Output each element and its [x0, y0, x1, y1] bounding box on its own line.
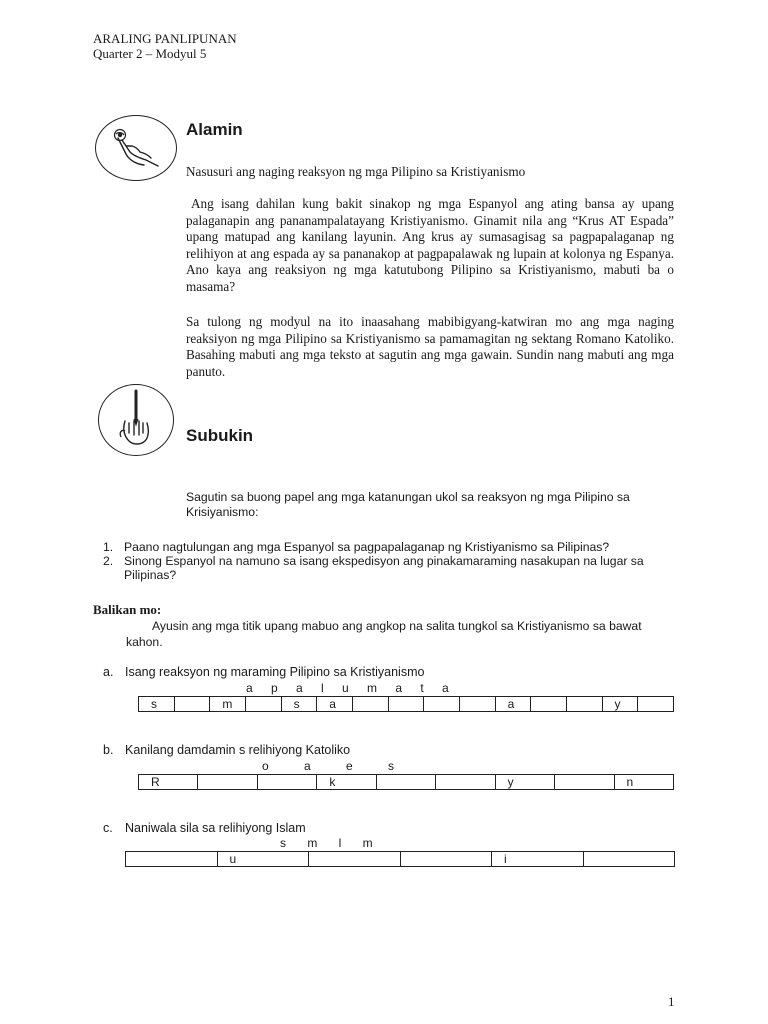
item-b-jumbled-letters: o a e s: [262, 759, 411, 773]
answer-cell[interactable]: s: [281, 697, 317, 712]
answer-grid-c: [125, 851, 675, 867]
alamin-objective: Nasusuri ang naging reaksyon ng mga Pilipino sa Kristiyanismo: [186, 164, 526, 179]
answer-cell[interactable]: y: [495, 775, 554, 790]
question-number: 2.: [103, 554, 114, 568]
answer-cell[interactable]: [257, 775, 316, 790]
answer-cell[interactable]: [376, 775, 435, 790]
hand-pointing-icon: [95, 115, 177, 181]
section-title-alamin: Alamin: [186, 120, 243, 139]
answer-cell[interactable]: [245, 697, 281, 712]
answer-grid-b: [138, 774, 674, 790]
item-b-letter: b.: [103, 743, 114, 757]
subukin-instruction: Sagutin sa buong papel ang mga katanungan ukol sa reaksyon ng mga Pilipino sa Krisiyanismo:: [186, 490, 630, 519]
answer-grid-a: [138, 696, 674, 712]
answer-cell[interactable]: [198, 775, 257, 790]
balikan-title: Balikan mo:: [93, 602, 162, 617]
answer-cell[interactable]: [638, 697, 674, 712]
answer-cell[interactable]: [388, 697, 424, 712]
answer-cell[interactable]: a: [495, 697, 531, 712]
answer-cell[interactable]: k: [317, 775, 376, 790]
answer-cell[interactable]: [583, 852, 675, 867]
answer-cell[interactable]: [424, 697, 460, 712]
answer-cell[interactable]: [459, 697, 495, 712]
document-subject: ARALING PANLIPUNAN: [93, 31, 237, 46]
item-a-clue: Isang reaksyon ng maraming Pilipino sa Kristiyanismo: [125, 665, 425, 679]
answer-cell[interactable]: [400, 852, 492, 867]
answer-cell[interactable]: m: [210, 697, 246, 712]
answer-cell[interactable]: [174, 697, 210, 712]
alamin-paragraph-1: Ang isang dahilan kung bakit sinakop ng mga Espanyol ang ating bansa ay upang palaganapin ang pananampalatayang Kristiyanismo. Ginamit nila ang “Krus AT Espada” upang matupad ang kanilang layunin. Ang krus ay sumasagisag sa pagpapalaganap ng relihiyon at ang espada ay sa pananakop at pagpapalawak ng lupain at kolonya ng Espanya. Ano kaya ang reaksiyon ng mga katutubong Pilipino sa Kristiyanismo, mabuti ba o masama?: [186, 196, 674, 294]
answer-cell[interactable]: [352, 697, 388, 712]
answer-cell[interactable]: i: [492, 852, 584, 867]
balikan-instruction: Ayusin ang mga titik upang mabuo ang angkop na salita tungkol sa Kristiyanismo sa bawat kahon.: [126, 619, 642, 649]
section-title-subukin: Subukin: [186, 426, 254, 445]
answer-cell[interactable]: [531, 697, 567, 712]
answer-cell[interactable]: [566, 697, 602, 712]
answer-cell[interactable]: [126, 852, 218, 867]
hand-pencil-icon: [98, 384, 174, 456]
item-a-jumbled-letters: a p a l u m a t a: [246, 681, 457, 695]
question-text: Sinong Espanyol na namuno sa isang ekspedisyon ang pinakamaraming nasakupan na lugar sa Pilipinas?: [124, 554, 644, 582]
item-a-letter: a.: [103, 665, 114, 679]
alamin-paragraph-2: Sa tulong ng modyul na ito inaasahang mabibigyang-katwiran mo ang mga naging reaksiyon ng mga Pilipino sa Kristiyanismo sa pamamagitan ng sektang Romano Katoliko. Basahing mabuti ang mga teksto at sagutin ang mga gawain. Sundin nang mabuti ang mga panuto.: [186, 314, 674, 379]
question-list: [103, 540, 683, 582]
list-item: [103, 554, 683, 582]
answer-cell[interactable]: [555, 775, 614, 790]
answer-cell[interactable]: y: [602, 697, 638, 712]
list-item: [103, 540, 683, 554]
item-b-clue: Kanilang damdamin s relihiyong Katoliko: [125, 743, 351, 757]
question-number: 1.: [103, 540, 114, 554]
answer-cell[interactable]: [309, 852, 401, 867]
answer-cell[interactable]: s: [139, 697, 175, 712]
answer-cell[interactable]: n: [614, 775, 674, 790]
answer-cell[interactable]: R: [139, 775, 198, 790]
page-number: 1: [668, 994, 675, 1009]
answer-cell[interactable]: u: [217, 852, 309, 867]
answer-cell[interactable]: [436, 775, 495, 790]
item-c-clue: Naniwala sila sa relihiyong Islam: [125, 821, 306, 835]
item-c-jumbled-letters: s m l m: [280, 836, 382, 850]
answer-cell[interactable]: a: [317, 697, 353, 712]
item-c-letter: c.: [103, 821, 113, 835]
question-text: Paano nagtulungan ang mga Espanyol sa pagpapalaganap ng Kristiyanismo sa Pilipinas?: [124, 540, 610, 554]
document-module: Quarter 2 – Modyul 5: [93, 46, 207, 61]
